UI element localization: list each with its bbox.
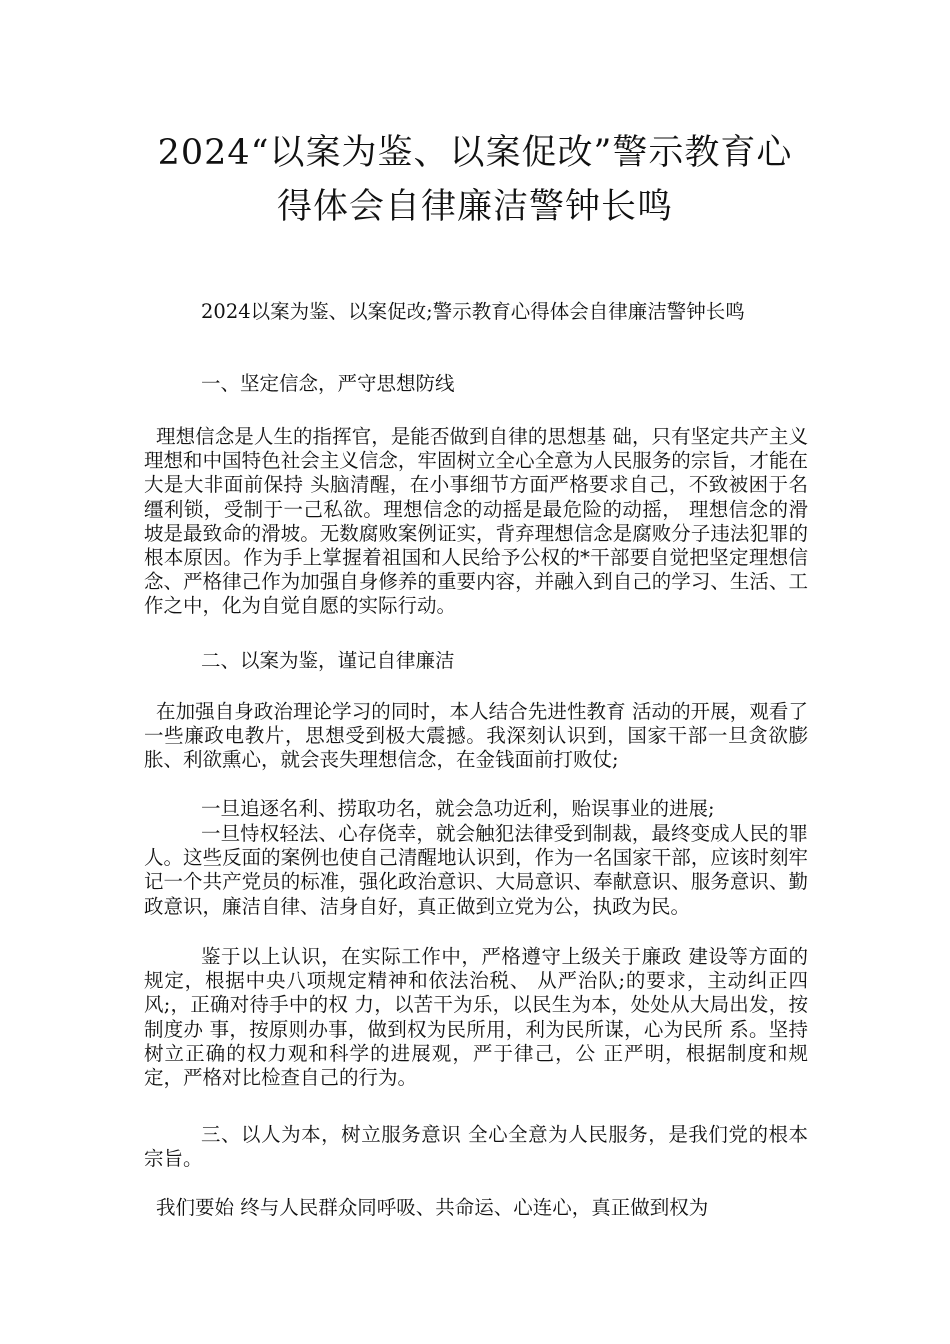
paragraph-ideals: 理想信念是人生的指挥官，是能否做到自律的思想基 础，只有坚定共产主义理想和中国特色社会主义信念，牢固树立全心全意为人民服务的宗旨，才能在大是大非面前保持 头脑清醒，在小事细节方面严格要求自己，不致被困于名缰利锁，受制于一己私欲。理想信念的动摇是最危险的动摇， 理想信念的滑坡是最致命的滑坡。无数腐败案例证实，背弃理想信念是腐败分子违法犯罪的根本原因。作为手上掌握着祖国和人民给予公权的*干部要自觉把坚定理想信念、严格律己作为加强自身修养的重要内容，并融入到自己的学习、生活、工作之中，化为自觉自愿的实际行动。 — [144, 425, 808, 618]
paragraph-practice: 鉴于以上认识，在实际工作中，严格遵守上级关于廉政 建设等方面的规定，根据中央八项规定精神和依法治税、 从严治队;的要求，主动纠正四风;，正确对待手中的权 力，以苦干为乐，以民生为本，处处从大局出发，按制度办 事，按原则办事，做到权为民所用，利为民所谋，心为民所 系。坚持树立正确的权力观和科学的进展观，严于律己，公 正严明，根据制度和规定，严格对比检查自己的行为。 — [144, 945, 808, 1090]
paragraph-power-law: 一旦恃权轻法、心存侥幸，就会触犯法律受到制裁，最终变成人民的罪人。这些反面的案例也使自己清醒地认识到，作为一名国家干部，应该时刻牢记一个共产党员的标准，强化政治意识、大局意识、奉献意识、服务意识、勤政意识，廉洁自律、洁身自好，真正做到立党为公，执政为民。 — [144, 822, 808, 918]
section-heading-2: 二、以案为鉴，谨记自律廉洁 — [201, 649, 455, 672]
section-heading-1: 一、坚定信念，严守思想防线 — [201, 372, 455, 395]
paragraph-people: 我们要始 终与人民群众同呼吸、共命运、心连心，真正做到权为 — [156, 1196, 709, 1219]
document-title — [120, 126, 830, 234]
subtitle-paragraph: 2024以案为鉴、以案促改;警示教育心得体会自律廉洁警钟长鸣 — [201, 300, 745, 323]
paragraph-education: 在加强自身政治理论学习的同时，本人结合先进性教育 活动的开展，观看了一些廉政电教片，思想受到极大震撼。我深刻认识到，国家干部一旦贪欲膨胀、利欲熏心，就会丧失理想信念，在金钱面前打败仗; — [144, 700, 808, 772]
title-line-2: 得体会自律廉洁警钟长鸣 — [276, 187, 673, 227]
section-heading-3: 三、以人为本，树立服务意识 全心全意为人民服务，是我们党的根本宗旨。 — [144, 1123, 808, 1171]
title-line-1: 2024“以案为鉴、以案促改”警示教育心 — [157, 133, 793, 173]
paragraph-pursuit: 一旦追逐名利、捞取功名，就会急功近利，贻误事业的进展; — [201, 797, 715, 820]
